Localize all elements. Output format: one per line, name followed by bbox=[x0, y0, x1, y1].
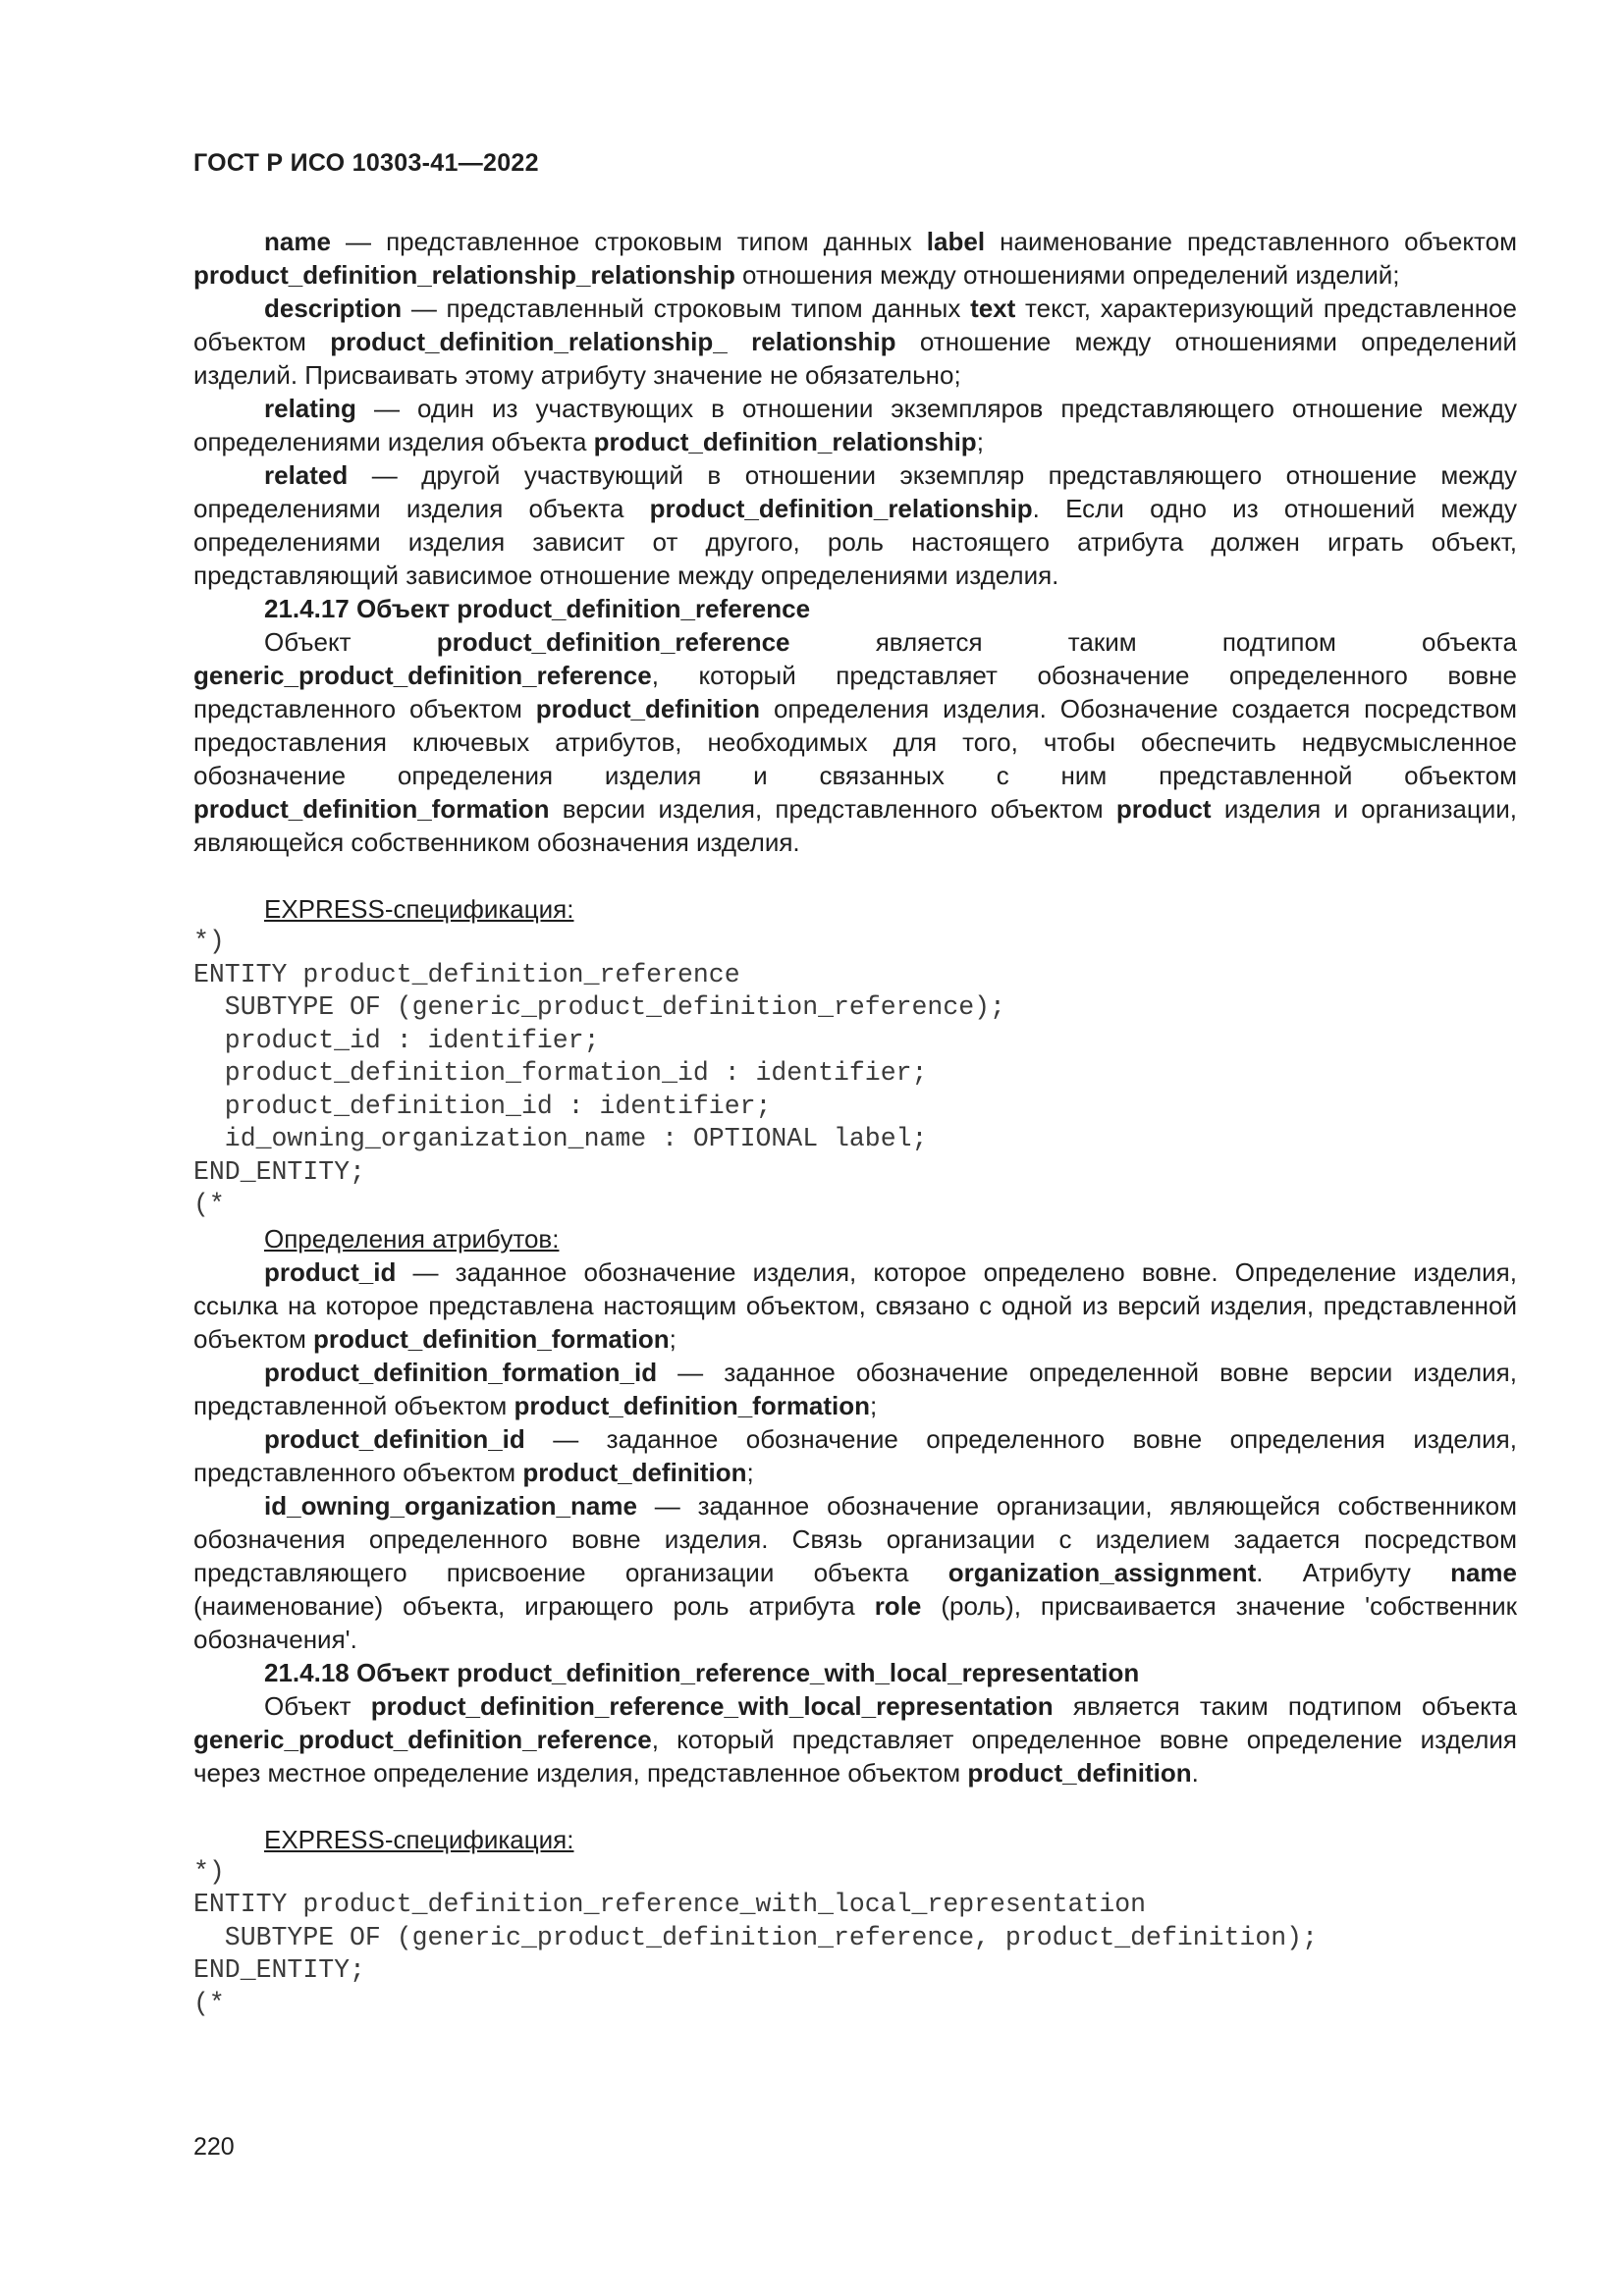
paragraph-attr-name: name — представленное строковым типом данных label наименование представленного объектом product_definition_relationship_relationship отношения между отношениями определений изделий; bbox=[193, 227, 1517, 290]
section-heading-21-4-17: 21.4.17 Объект product_definition_reference bbox=[264, 594, 811, 623]
paragraph-attr-description: description — представленный строковым типом данных text текст, характеризующий представленное объектом product_definition_relationship_ relationship отношение между отношениями определений изделий. Присваивать этому атрибуту значение не обязательно; bbox=[193, 294, 1517, 390]
paragraph-attr-related: related — другой участвующий в отношении экземпляр представляющего отношение между определениями изделия объекта product_definition_relationship. Если одно из отношений между определениями изделия зависит от другого, роль настоящего атрибута должен играть объект, представляющий зависимое отношение между определениями изделия. bbox=[193, 460, 1517, 590]
paragraph-attr-relating: relating — один из участвующих в отношении экземпляров представляющего отношение между определениями изделия объекта product_definition_relationship; bbox=[193, 394, 1517, 456]
express-code-block-2: *) ENTITY product_definition_reference_with_local_representation SUBTYPE OF (generic_product_definition_reference, product_definition); END_ENTITY; (* bbox=[193, 1856, 1318, 2018]
paragraph-s1-intro: Объект product_definition_reference является таким подтипом объекта generic_product_definition_reference, который представляет обозначение определенного вовне представленного объектом product_definition определения изделия. Обозначение создается посредством предоставления ключевых атрибутов, необходимых для того, чтобы обеспечить недвусмысленное обозначение определения изделия и связанных с ним представленной объектом product_definition_formation версии изделия, представленного объектом product изделия и организации, являющейся собственником обозначения изделия. bbox=[193, 627, 1518, 857]
page-body bbox=[193, 225, 1517, 2020]
paragraph-attr-owning-org: id_owning_organization_name — заданное обозначение организации, являющейся собственником обозначения определенного вовне изделия. Связь организации с изделием задается посредством представляющего присвоение организации объекта organization_assignment. Атрибуту name (наименование) объекта, играющего роль атрибута role (роль), присваивается значение 'собственник обозначения'. bbox=[193, 1490, 1517, 1654]
page-number: 220 bbox=[193, 2133, 235, 2161]
express-spec-label-2: EXPRESS-спецификация: bbox=[264, 1824, 574, 1854]
document-header: ГОСТ Р ИСО 10303-41—2022 bbox=[193, 149, 539, 177]
express-code-block-1: *) ENTITY product_definition_reference SUBTYPE OF (generic_product_definition_reference); product_id : identifier; product_definition_formation_id : identifier; product_definition_id : identifier; id_owning_organization_name : OPTIONAL label; END_ENTITY; (* bbox=[193, 927, 1005, 1219]
paragraph-s2-intro: Объект product_definition_reference_with_local_representation является таким подтипом объекта generic_product_definition_reference, который представляет определенное вовне определение изделия через местное определение изделия, представленное объектом product_definition. bbox=[193, 1690, 1517, 1788]
paragraph-attr-formation-id: product_definition_formation_id — заданное обозначение определенной вовне версии изделия, представленной объектом product_definition_formation; bbox=[193, 1357, 1517, 1420]
section-heading-21-4-18: 21.4.18 Объект product_definition_reference_with_local_representation bbox=[264, 1657, 1140, 1687]
paragraph-attr-product-id: product_id — заданное обозначение изделия, которое определено вовне. Определение изделия, ссылка на которое представлена настоящим объектом, связано с одной из версий изделия, представленной объектом product_definition_formation; bbox=[193, 1256, 1517, 1354]
attribute-definitions-label: Определения атрибутов: bbox=[264, 1223, 560, 1254]
paragraph-attr-definition-id: product_definition_id — заданное обозначение определенного вовне определения изделия, представленного объектом product_definition; bbox=[193, 1423, 1517, 1487]
express-spec-label-1: EXPRESS-спецификация: bbox=[264, 894, 574, 924]
